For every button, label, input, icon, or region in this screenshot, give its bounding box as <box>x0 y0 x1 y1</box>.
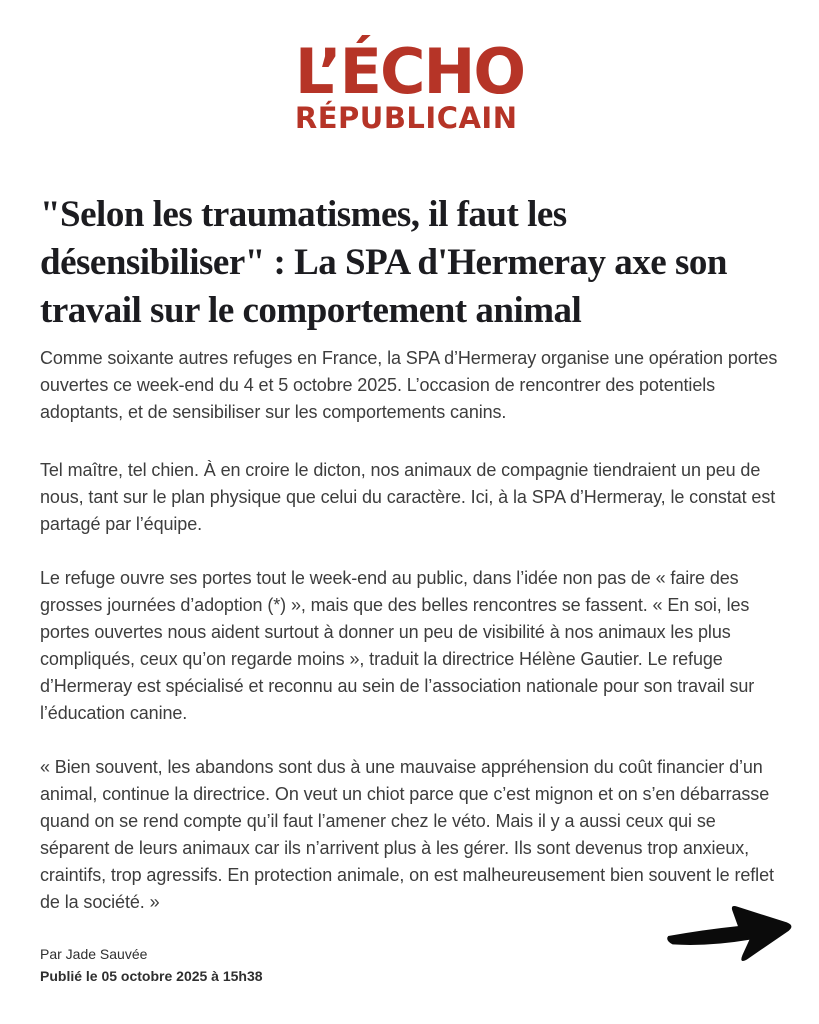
article-lede: Comme soixante autres refuges en France, la SPA d’Hermeray organise une opération portes ouvertes ce week-end du 4 et 5 octobre 2025. L’occasion de rencontrer des potentiels adoptants, et de sensibiliser sur les comportements canins. <box>40 347 778 422</box>
article-paragraph-1: Tel maître, tel chien. À en croire le dicton, nos animaux de compagnie tiendraient un peu de nous, tant sur le plan physique que celui du caractère. Ici, à la SPA d’Hermeray, le constat est partagé par l’équipe. <box>40 459 776 534</box>
article-paragraph-2: Le refuge ouvre ses portes tout le week-end au public, dans l’idée non pas de « faire des grosses journées d’adoption (*) », mais que des belles rencontres se fassent. « En soi, les portes ouvertes nous aident surtout à donner un peu de visibilité à nos animaux les plus compliqués, ceux qu’on regarde moins », traduit la directrice Hélène Gautier. Le refuge d’Hermeray est spécialisé et reconnu au sein de l’association nationale pour son travail sur l’éducation canine. <box>40 567 755 723</box>
article-body <box>40 191 788 987</box>
logo-title-line1: L’ÉCHO <box>294 35 525 108</box>
newspaper-logo <box>294 35 525 135</box>
logo-title-line2: RÉPUBLICAIN <box>294 100 518 135</box>
publish-date: Publié le 05 octobre 2025 à 15h38 <box>40 967 263 984</box>
article-headline: "Selon les traumatismes, il faut les désensibiliser" : La SPA d'Hermeray axe son travail sur le comportement animal <box>40 193 727 331</box>
article-paragraph-3: « Bien souvent, les abandons sont dus à une mauvaise appréhension du coût financier d’un animal, continue la directrice. On veut un chiot parce que c’est mignon et on s’en débarrasse quand on se rend compte qu’il faut l’amener chez le véto. Mais il y a aussi ceux qui se séparent de leurs animaux car ils n’arrivent plus à les gérer. Ils sont devenus trop anxieux, craintifs, trop agressifs. En protection animale, on est malheureusement bien souvent le reflet de la société. » <box>40 756 774 912</box>
hand-drawn-right-arrow-icon <box>651 886 804 969</box>
author-byline: Par Jade Sauvée <box>40 945 148 962</box>
masthead <box>0 0 819 135</box>
